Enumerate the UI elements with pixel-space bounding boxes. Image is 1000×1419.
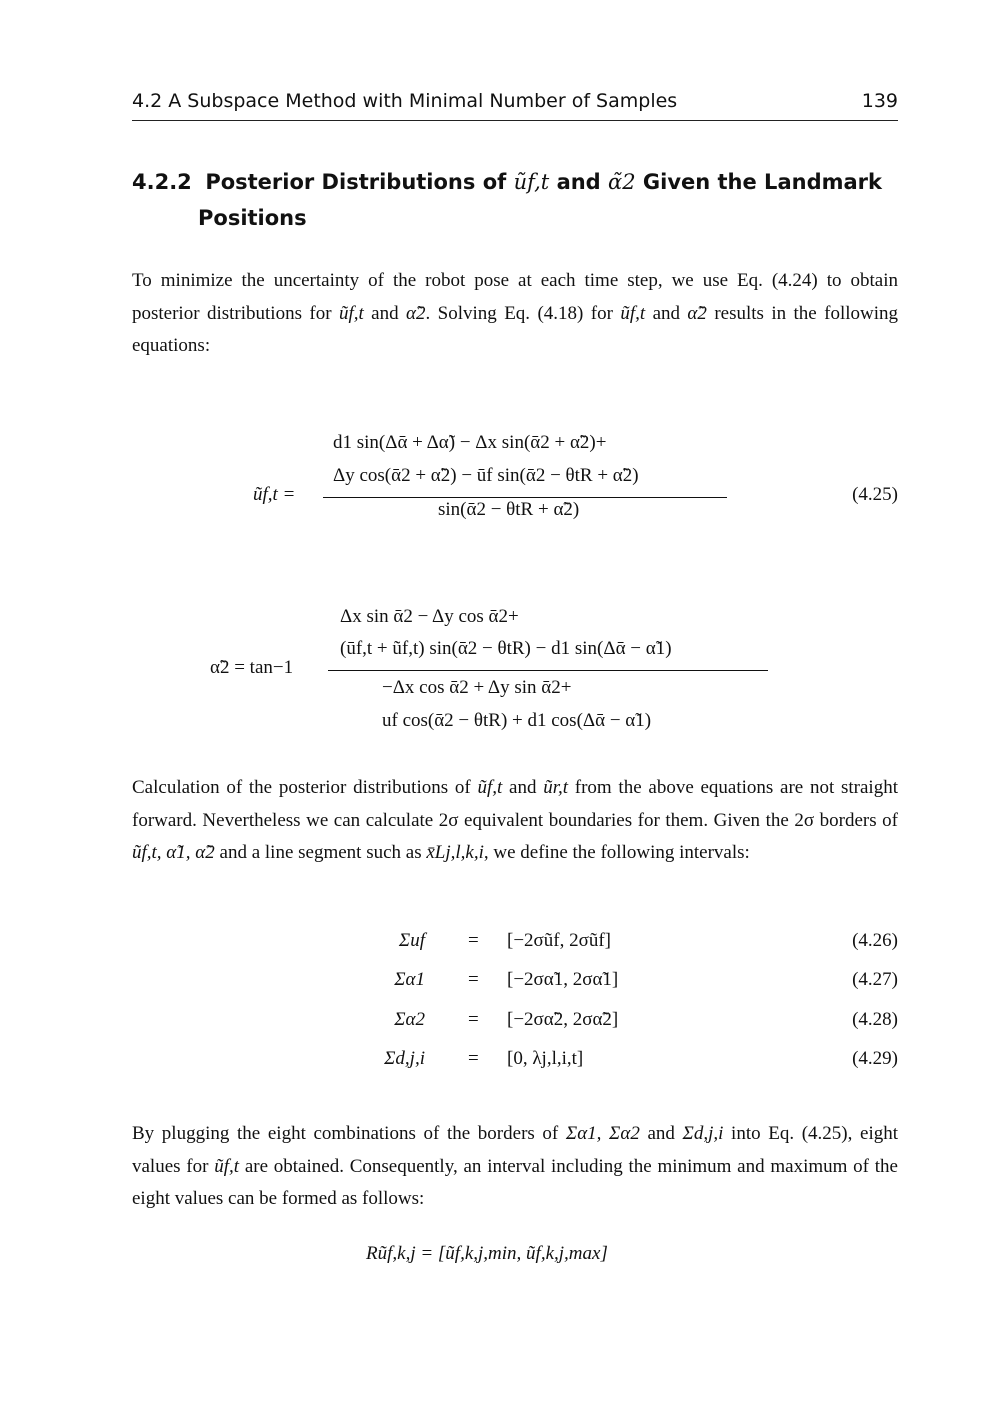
para1-math1: ũf,t bbox=[338, 302, 364, 324]
para2-text-e: , we define the following intervals: bbox=[483, 842, 750, 864]
eq425-denominator: sin(ᾱ2 − θtR + α̃2) bbox=[438, 499, 580, 520]
interval-row bbox=[0, 1009, 1000, 1039]
eq425-number: (4.25) bbox=[852, 484, 898, 505]
interval-lhs: Σd,j,i bbox=[384, 1048, 425, 1069]
section-title-math1: ũf,t bbox=[513, 170, 550, 194]
eqa2-lhs: α̃2 = tan−1 bbox=[210, 657, 294, 678]
para2-text-a: Calculation of the posterior distributions of bbox=[132, 777, 478, 798]
interval-rhs: [−2σα̃2, 2σα̃2] bbox=[507, 1009, 619, 1030]
interval-lhs: Σα1 bbox=[394, 969, 425, 990]
interval-eq-number: (4.26) bbox=[852, 930, 898, 951]
eqa2-denominator-line1: −Δx cos ᾱ2 + Δy sin ᾱ2+ bbox=[382, 677, 572, 698]
interval-row bbox=[0, 1048, 1000, 1078]
para1-text-d: and bbox=[645, 302, 688, 324]
para3-text-b: and bbox=[639, 1123, 683, 1144]
interval-row bbox=[0, 969, 1000, 999]
paragraph-combinations bbox=[132, 1118, 898, 1216]
para3-math2: Σd,j,i bbox=[682, 1123, 724, 1144]
eqa2-numerator-line1: Δx sin ᾱ2 − Δy cos ᾱ2+ bbox=[340, 606, 519, 627]
para3-text-c: into Eq. (4.25), eight values for bbox=[132, 1123, 899, 1177]
eq425-numerator-line2: Δy cos(ᾱ2 + α̃2) − ūf sin(ᾱ2 − θtR + α̃2) bbox=[333, 465, 639, 486]
header-section-title: 4.2 A Subspace Method with Minimal Number of Samples bbox=[132, 90, 678, 112]
eqa2-denominator-line2: uf cos(ᾱ2 − θtR) + d1 cos(Δᾱ − α̃1) bbox=[382, 710, 652, 731]
para1-text-c: . Solving Eq. (4.18) for bbox=[425, 302, 621, 324]
para3-math1: Σα1, Σα2 bbox=[565, 1123, 640, 1144]
interval-equals: = bbox=[468, 1048, 479, 1069]
para1-math4: α̃2 bbox=[687, 302, 707, 324]
interval-row bbox=[0, 930, 1000, 960]
eqa2-numerator-line2: (ūf,t + ũf,t) sin(ᾱ2 − θtR) − d1 sin(Δᾱ − α̃1) bbox=[340, 638, 672, 659]
interval-eq-number: (4.28) bbox=[852, 1009, 898, 1030]
para2-text-d: and a line segment such as bbox=[214, 842, 427, 864]
section-title-part3: Given the Landmark bbox=[642, 170, 882, 194]
section-heading bbox=[132, 164, 898, 236]
para1-math3: ũf,t bbox=[620, 302, 646, 324]
interval-rhs: [−2σũf, 2σũf] bbox=[507, 930, 612, 951]
para1-text-b: and bbox=[363, 302, 407, 324]
para3-math3: ũf,t bbox=[214, 1155, 240, 1177]
para1-text-a: To minimize the uncertainty of the robot pose at each time step, we use Eq. (4.24) to obtain posterior distributions for bbox=[132, 270, 898, 324]
running-header bbox=[132, 88, 898, 121]
para2-text-b: and bbox=[502, 777, 544, 798]
para2-math1: ũf,t bbox=[477, 777, 503, 798]
eq425-fraction-bar bbox=[323, 497, 727, 498]
para1-math2: α̃2 bbox=[406, 302, 426, 324]
interval-lhs: Σα2 bbox=[394, 1009, 425, 1030]
eqa2-fraction-bar bbox=[328, 670, 768, 671]
paragraph-intro bbox=[132, 265, 898, 363]
interval-rhs: [0, λj,l,i,t] bbox=[507, 1048, 584, 1069]
section-title-math2: α̃2 bbox=[608, 170, 636, 194]
interval-eq-number: (4.27) bbox=[852, 969, 898, 990]
interval-equals: = bbox=[468, 930, 479, 951]
para2-math2: ũr,t bbox=[543, 777, 569, 798]
page-number: 139 bbox=[861, 90, 898, 112]
para1-text-e: results in the following equations: bbox=[132, 302, 899, 357]
para2-text-c: from the above equations are not straight forward. Nevertheless we can calculate 2σ equivalent boundaries for them. Given the 2σ borders of bbox=[132, 777, 898, 831]
interval-eq-number: (4.29) bbox=[852, 1048, 898, 1069]
interval-equals: = bbox=[468, 1009, 479, 1030]
eq425-numerator-line1: d1 sin(Δᾱ + Δα̃) − Δx sin(ᾱ2 + α̃2)+ bbox=[333, 432, 607, 453]
final-interval-equation: Rũf,k,j = [ũf,k,j,min, ũf,k,j,max] bbox=[366, 1243, 608, 1264]
interval-equals: = bbox=[468, 969, 479, 990]
section-title-line2: Positions bbox=[198, 206, 307, 230]
paragraph-intervals bbox=[132, 772, 898, 870]
interval-lhs: Σuf bbox=[398, 930, 425, 951]
section-title-part1: Posterior Distributions of bbox=[205, 170, 507, 194]
section-number: 4.2.2 bbox=[132, 170, 192, 194]
eq425-lhs: ũf,t = bbox=[253, 484, 296, 505]
section-title-part2: and bbox=[556, 170, 601, 194]
para2-math4: x̄Lj,l,k,i bbox=[426, 842, 484, 864]
para3-text-d: are obtained. Consequently, an interval including the minimum and maximum of the eight values can be formed as follows: bbox=[132, 1155, 898, 1210]
interval-rhs: [−2σα̃1, 2σα̃1] bbox=[507, 969, 619, 990]
para2-math3: ũf,t, α̃1, α̃2 bbox=[132, 842, 215, 864]
para3-text-a: By plugging the eight combinations of the borders of bbox=[132, 1123, 566, 1144]
